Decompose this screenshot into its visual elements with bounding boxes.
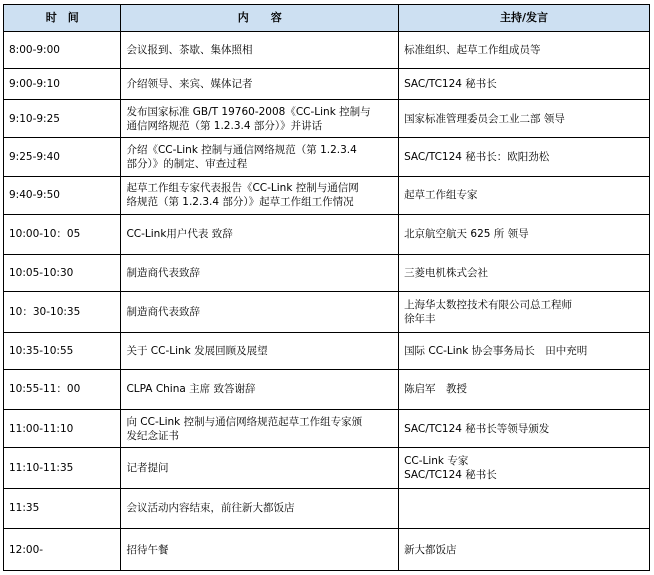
content-cell: 会议报到、茶歇、集体照相 <box>121 32 399 69</box>
time-cell: 10:35-10:55 <box>4 332 121 369</box>
table-row <box>4 176 650 214</box>
time-cell: 12:00- <box>4 529 121 571</box>
table-row <box>4 332 650 369</box>
content-cell: 介绍领导、来宾、媒体记者 <box>121 69 399 100</box>
host-cell: SAC/TC124 秘书长等领导颁发 <box>399 410 650 448</box>
time-cell: 9:25-9:40 <box>4 138 121 176</box>
content-cell: 会议活动内容结束，前往新大都饭店 <box>121 488 399 528</box>
host-cell: 国际 CC-Link 协会事务局长 田中充明 <box>399 332 650 369</box>
content-cell: 向 CC-Link 控制与通信网络规范起草工作组专家颁 发纪念证书 <box>121 410 399 448</box>
content-cell: 记者提问 <box>121 448 399 488</box>
table-row <box>4 448 650 488</box>
content-cell: CLPA China 主席 致答谢辞 <box>121 369 399 409</box>
table-row <box>4 369 650 409</box>
table-row <box>4 214 650 254</box>
host-cell <box>399 488 650 528</box>
time-cell: 10：30-10:35 <box>4 292 121 332</box>
time-cell: 10:55-11：00 <box>4 369 121 409</box>
time-cell: 10:00-10：05 <box>4 214 121 254</box>
host-cell: CC-Link 专家 SAC/TC124 秘书长 <box>399 448 650 488</box>
host-cell: 陈启军 教授 <box>399 369 650 409</box>
host-cell: SAC/TC124 秘书长 <box>399 69 650 100</box>
table-row <box>4 529 650 571</box>
header-time: 时 间 <box>4 5 121 32</box>
content-cell: 制造商代表致辞 <box>121 292 399 332</box>
content-cell: 介绍《CC-Link 控制与通信网络规范（第 1.2.3.4 部分）》的制定、审查过程 <box>121 138 399 176</box>
table-row <box>4 488 650 528</box>
host-cell: SAC/TC124 秘书长：欧阳劲松 <box>399 138 650 176</box>
time-cell: 11:10-11:35 <box>4 448 121 488</box>
host-cell: 国家标准管理委员会工业二部 领导 <box>399 100 650 138</box>
table-row <box>4 410 650 448</box>
table-header <box>4 5 650 32</box>
content-cell: 制造商代表致辞 <box>121 255 399 292</box>
host-cell: 标准组织、起草工作组成员等 <box>399 32 650 69</box>
time-cell: 9:00-9:10 <box>4 69 121 100</box>
table-row <box>4 32 650 69</box>
content-cell: 关于 CC-Link 发展回顾及展望 <box>121 332 399 369</box>
table-row <box>4 100 650 138</box>
content-cell: 起草工作组专家代表报告《CC-Link 控制与通信网 络规范（第 1.2.3.4 部分）》起草工作组工作情况 <box>121 176 399 214</box>
time-cell: 11:35 <box>4 488 121 528</box>
table-row <box>4 255 650 292</box>
table-row <box>4 138 650 176</box>
content-cell: 招待午餐 <box>121 529 399 571</box>
time-cell: 11:00-11:10 <box>4 410 121 448</box>
time-cell: 8:00-9:00 <box>4 32 121 69</box>
time-cell: 9:40-9:50 <box>4 176 121 214</box>
table-body <box>4 32 650 571</box>
content-cell: 发布国家标准 GB/T 19760-2008《CC-Link 控制与 通信网络规范（第 1.2.3.4 部分）》并讲话 <box>121 100 399 138</box>
time-cell: 10:05-10:30 <box>4 255 121 292</box>
host-cell: 起草工作组专家 <box>399 176 650 214</box>
host-cell: 新大都饭店 <box>399 529 650 571</box>
host-cell: 上海华太数控技术有限公司总工程师 徐年丰 <box>399 292 650 332</box>
table-row <box>4 292 650 332</box>
content-cell: CC-Link用户代表 致辞 <box>121 214 399 254</box>
host-cell: 三菱电机株式会社 <box>399 255 650 292</box>
host-cell: 北京航空航天 625 所 领导 <box>399 214 650 254</box>
header-host: 主持/发言 <box>399 5 650 32</box>
header-row <box>4 5 650 32</box>
header-content: 内 容 <box>121 5 399 32</box>
agenda-table <box>3 4 650 571</box>
time-cell: 9:10-9:25 <box>4 100 121 138</box>
table-row <box>4 69 650 100</box>
